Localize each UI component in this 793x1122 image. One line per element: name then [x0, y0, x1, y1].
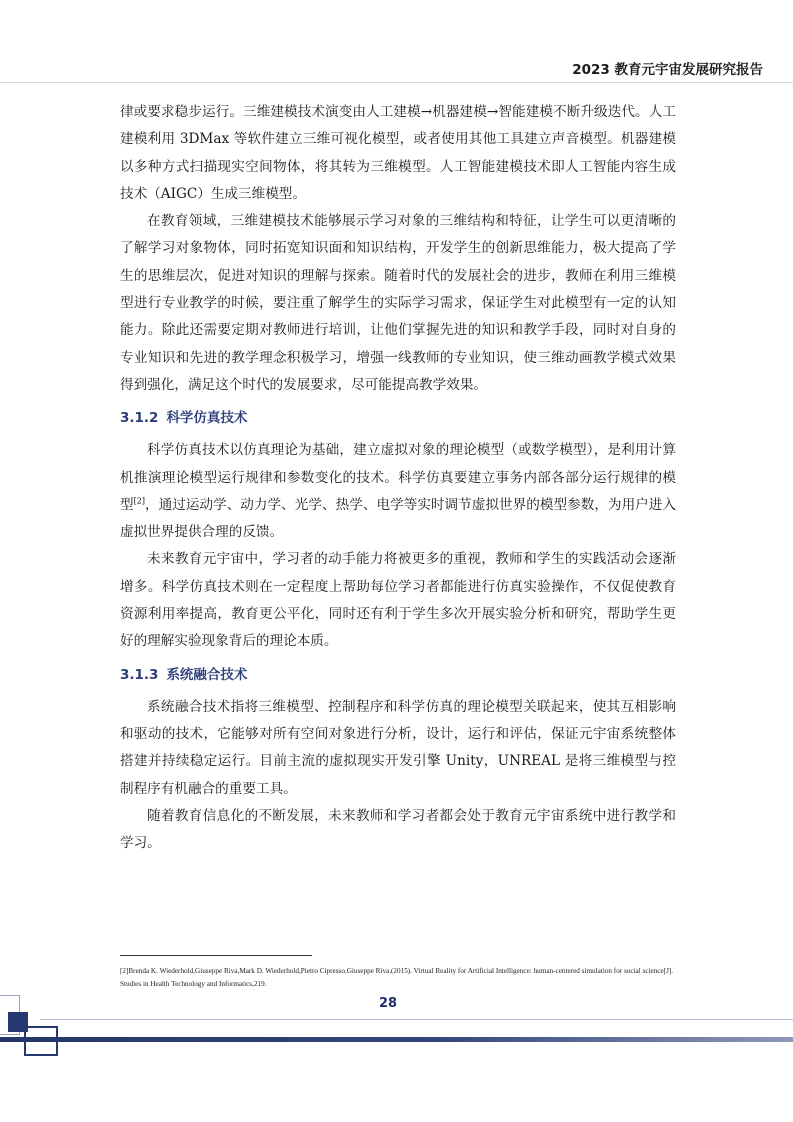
section-number: 3.1.3 — [120, 666, 159, 683]
paragraph-text: 科学仿真技术以仿真理论为基础，建立虚拟对象的理论模型（或数学模型），是利用计算机推演理论模型运行规律和参数变化的技术。科学仿真要建立事务内部各部分运行规律的模型 — [120, 442, 676, 513]
paragraph-text: ，通过运动学、动力学、光学、热学、电学等实时调节虚拟世界的模型参数，为用户进入虚拟世界提供合理的反馈。 — [120, 496, 677, 541]
running-header: 2023 教育元宇宙发展研究报告 — [572, 62, 763, 78]
paragraph-simulation-future: 未来教育元宇宙中，学习者的动手能力将被更多的重视，教师和学生的实践活动会逐渐增多。科学仿真技术则在一定程度上帮助每位学习者都能进行仿真实验操作，不仅促使教育资源利用率提高，教育更公平化，同时还有利于学生多次开展实验分析和研究，帮助学生更好的理解实验现象背后的理论本质。 — [120, 551, 676, 650]
footnote-ref[interactable]: [2] — [133, 496, 145, 506]
footnote: [2]Brenda K. Wiederhold,Giuseppe Riva,Mark D. Wiederhold,Pietro Cipresso,Giuseppe Riva.(2015). Virtual Reality for Artificial Intelligence: human-centered simulation for social science[J]. Studies in Health Technology and Informatics,219. — [120, 967, 674, 988]
page-body — [120, 99, 676, 857]
page-number: 28 — [378, 996, 398, 1011]
footnote-divider — [120, 955, 312, 956]
section-heading-3-1-2 — [120, 406, 676, 431]
footer-bar — [0, 1037, 793, 1042]
paragraph-modeling-continued: 律或要求稳步运行。三维建模技术演变由人工建模→机器建模→智能建模不断升级迭代。人工建模利用 3DMax 等软件建立三维可视化模型，或者使用其他工具建立声音模型。机器建模以多种方式扫描现实空间物体，将其转为三维模型。人工智能建模技术即人工智能内容生成技术（AIGC）生成三维模型。 — [120, 104, 676, 202]
section-title: 系统融合技术 — [166, 666, 248, 683]
header-divider — [0, 82, 793, 83]
paragraph-simulation-definition — [120, 437, 676, 546]
paragraph-fusion-definition: 系统融合技术指将三维模型、控制程序和科学仿真的理论模型关联起来，使其互相影响和驱动的技术，它能够对所有空间对象进行分析，设计，运行和评估，保证元宇宙系统整体搭建并持续稳定运行。目前主流的虚拟现实开发引擎 Unity，UNREAL 是将三维模型与控制程序有机融合的重要工具。 — [120, 698, 676, 797]
footer-decoration-frame — [24, 1026, 58, 1056]
paragraph-modeling-education: 在教育领域，三维建模技术能够展示学习对象的三维结构和特征，让学生可以更清晰的了解学习对象物体，同时拓宽知识面和知识结构，开发学生的创新思维能力，极大提高了学生的思维层次，促进对知识的理解与探索。随着时代的发展社会的进步，教师在利用三维模型进行专业教学的时候，要注重了解学生的实际学习需求，保证学生对此模型有一定的认知能力。除此还需要定期对教师进行培训，让他们掌握先进的知识和教学手段，同时对自身的专业知识和先进的教学理念积极学习，增强一线教师的专业知识，使三维动画教学模式效果得到强化，满足这个时代的发展要求，尽可能提高教学效果。 — [120, 213, 676, 393]
section-number: 3.1.2 — [120, 410, 159, 427]
footer-thin-line — [40, 1019, 793, 1020]
section-heading-3-1-3 — [120, 663, 676, 688]
section-title: 科学仿真技术 — [166, 410, 248, 427]
paragraph-fusion-future: 随着教育信息化的不断发展，未来教师和学习者都会处于教育元宇宙系统中进行教学和学习。 — [120, 807, 676, 852]
